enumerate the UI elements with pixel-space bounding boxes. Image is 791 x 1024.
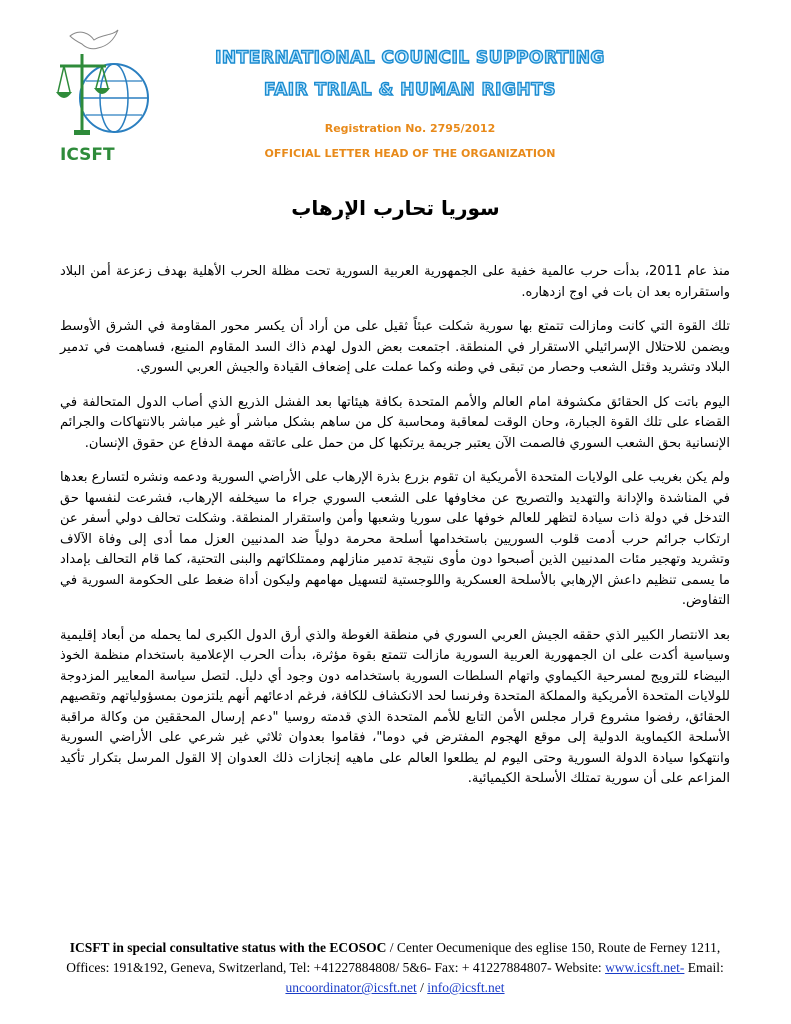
email-link-coordinator[interactable]: uncoordinator@icsft.net xyxy=(285,980,417,995)
letterhead-label: OFFICIAL LETTER HEAD OF THE ORGANIZATION xyxy=(264,147,556,160)
email-label: Email: xyxy=(684,960,724,975)
scales-dove-globe-icon xyxy=(52,26,162,166)
document-body xyxy=(60,262,730,804)
paragraph-4: ولم يكن بغريب على الولايات المتحدة الأمريكية ان تقوم بزرع بذرة الإرهاب على الأراضي السورية ودعمه ونشره لتسارع بعدها في المناشدة والإدانة والتهديد والتصريح عن مخاوفها على الشعب السوري جراء ما سيخلفه الإرهاب، فشرعت لنفسها حق التدخل في دولة ذات سيادة لتظهر للعالم خوفها على سوريا وشعبها وأمن واستقرار المنطقة. وشكلت تحالف دولي أسفر عن ارتكاب جرائم حرب أدمت قلوب السوريين باستخدامها أسلحة محرمة دولياً ضد المدنيين العزل مما أدى إلى وفاة الآلاف وتشريد وتهجير مئات المدنيين الذين أصبحوا دون مأوى نتيجة تدمير منازلهم وممتلكاتهم والبنى التحتية، كما قام التحالف بإمداد ما يسمى تنظيم داعش الإرهابي بالأسلحة العسكرية واللوجستية لتسهيل مهامهم وليكون أداة ضغط على الحكومة السورية في التفاوض. xyxy=(60,470,730,608)
organization-name-line2: FAIR TRIAL & HUMAN RIGHTS xyxy=(263,80,556,100)
website-link[interactable]: www.icsft.net- xyxy=(605,960,685,975)
email-separator: / xyxy=(416,980,428,995)
paragraph-3: اليوم باتت كل الحقائق مكشوفة امام العالم والأمم المتحدة بكافة هيئاتها بعد الفشل الذريع الذي أصاب الدول المتحالفة في القضاء على تلك القوة الجبارة، وحان الوقت لمعاقبة ومحاسبة كل من ساهم بشكل مباشر أو غير مباشر بالانتهاكات والجرائم الإنسانية بحق الشعب السوري فالصمت الآن يعتبر جريمة يرتكبها كل من حمل على عاتقه مهمة الدفاع عن حقوق الإنسان. xyxy=(60,394,730,451)
email-link-info[interactable]: info@icsft.net xyxy=(427,980,505,995)
footer-address: / Center Oecumenique des eglise 150, Route de Ferney 1211, Offices: 191&192, Geneva, Switzerland, Tel: +41227884808/ 5&6- Fax: + 41227884807- Website: xyxy=(66,940,721,975)
paragraph-1: منذ عام 2011، بدأت حرب عالمية خفية على الجمهورية العربية السورية تحت مظلة الحرب الأهلية بهدف زعزعة أمن البلاد واستقراره بعد ان بات في اوج ازدهاره. xyxy=(60,264,731,300)
document-title: سوريا تحارب الإرهاب xyxy=(291,196,500,220)
footer-status: ICSFT in special consultative status with the ECOSOC xyxy=(69,940,387,955)
footer xyxy=(60,938,730,998)
logo-text: ICSFT xyxy=(60,145,115,165)
paragraph-2: تلك القوة التي كانت ومازالت تتمتع بها سورية شكلت عبئاً ثقيل على من أراد أن يكسر محور المقاومة في الشرق الأوسط ويضمن للاحتلال الإسرائيلي الاستقرار في المنطقة. اجتمعت بعض الدول لهدم ذاك السد المقاوم المنيع، فساهمت في تدمير البلاد وتشريد وقتل الشعب وحصار من تبقى في وطنه وكما عملت على إضعاف القيادة والجيش العربي السوري. xyxy=(60,319,730,375)
registration-number: Registration No. 2795/2012 xyxy=(324,122,496,135)
paragraph-5: بعد الانتصار الكبير الذي حققه الجيش العربي السوري في منطقة الغوطة والذي أرق الدول الكبرى لما يحمله من أبعاد إقليمية وسياسية أكدت على ان الجمهورية العربية السورية مازالت تتمتع بقوة مؤثرة، بدأت الحرب الإعلامية باستخدام منظمة الخوذ البيضاء للترويج لمسرحية الكيماوي واتهام السلطات السورية باستخدامه دون وجود أي دليل. لتصل سياسة المعايير المزدوجة للولايات المتحدة الأمريكية والمملكة المتحدة وفرنسا لحد الانكشاف للكافة، فرغم ادعائهم أنهم يلتزمون بمسؤولياتهم وتقصيهم الحقائق، رفضوا مشروع قرار مجلس الأمن التابع للأمم المتحدة الذي قدمته روسيا "دعم إرسال المحققين من وكالة مراقبة الأسلحة الكيماوية الدولية إلى موقع الهجوم المفترض في دوما"، فقاموا بعدوان ثلاثي غير شرعي على الأراضي السورية وانتهكوا سيادة الدولة السورية وحتى اليوم لم يطلعوا العالم على ماهيه إنجازات ذلك العدوان إلا القول المرسل بتكرار تأكيد المزاعم على أن سورية تمتلك الأسلحة الكيميائية. xyxy=(60,627,730,786)
organization-name-line1: INTERNATIONAL COUNCIL SUPPORTING xyxy=(215,48,605,68)
organization-logo xyxy=(52,26,162,166)
